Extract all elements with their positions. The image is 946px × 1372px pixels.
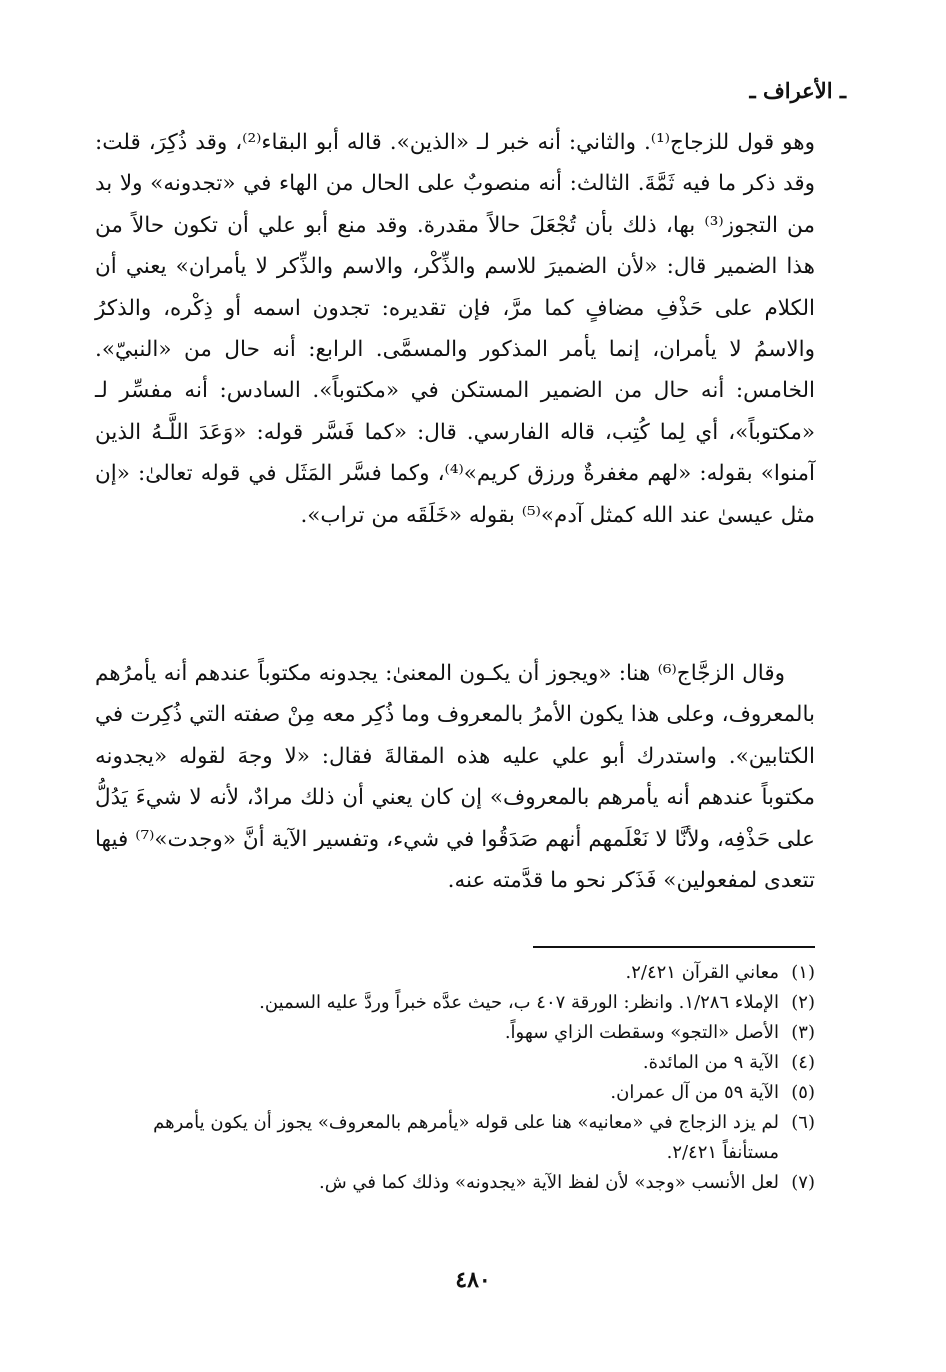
footnote-number: (٥) [791,1082,815,1103]
footnote-number: (٦) [791,1112,815,1133]
footnote-5 [95,1078,815,1108]
footnote-text: معاني القرآن ٢/٤٢١. [625,962,779,983]
running-header: ـ الأعراف ـ [749,78,846,103]
footnote-4 [95,1048,815,1078]
footnote-number: (١) [791,962,815,983]
footnote-3 [95,1018,815,1048]
main-text-block-2 [95,653,815,901]
footnote-number: (٣) [791,1022,815,1043]
footnote-text: لم يزد الزجاج في «معانيه» هنا على قوله «يأمرهم بالمعروف» يجوز أن يكون يأمرهم مستأنفاً ٢/٤٢١. [153,1112,779,1163]
footnote-separator [533,946,815,948]
footnote-text: لعل الأنسب «وجد» لأن لفظ الآية «يجدونه» وذلك كما في ش. [319,1172,779,1193]
paragraph-1: وهو قول للزجاج⁽¹⁾. والثاني: أنه خبر لـ «الذين». قاله أبو البقاء⁽²⁾، وقد ذُكِرَ، قلت: وقد ذكر ما فيه ثَمَّةَ. الثالث: أنه منصوبٌ على الحال من الهاء في «تجدونه» ولا بد من التجوز⁽³⁾ بها، ذلك بأن تُجْعَلَ حالاً مقدرة. وقد منع أبو علي أن تكون حالاً من هذا الضمير قال: «لأن الضميرَ للاسم والذِّكْر، والاسم والذِّكر لا يأمران» يعني أن الكلام على حَذْفِ مضافٍ كما مرَّ، فإن تقديره: تجدون اسمه أو ذِكْره، والذكرُ والاسمُ لا يأمران، إنما يأمر المذكور والمسمَّى. الرابع: أنه حال من «النبيّ». الخامس: أنه حال من الضمير المستكن في «مكتوباً». السادس: أنه مفسِّر لـ «مكتوباً»، أي لِما كُتِب، قاله الفارسي. قال: «كما فَسَّر قوله: «وَعَدَ اللَّـهُ الذين آمنوا» بقوله: «لهم مغفرةٌ ورزق كريم»⁽⁴⁾، وكما فسَّر المَثَل في قوله تعالىٰ: «إن مثل عيسىٰ عند الله كمثل آدم»⁽⁵⁾ بقوله «خَلَقَه من تراب». [95,130,815,528]
footnote-text: الآية ٥٩ من آل عمران. [610,1082,779,1103]
footnote-number: (٧) [791,1172,815,1193]
footnote-7 [95,1168,815,1198]
footnote-text: الأصل «التجو» وسقطت الزاي سهواً. [504,1022,779,1043]
footnote-1 [95,958,815,988]
main-text-block-1 [95,122,815,536]
footnote-number: (٤) [791,1052,815,1073]
footnotes [95,958,815,1198]
footnote-6 [95,1108,815,1168]
footnote-text: الآية ٩ من المائدة. [642,1052,779,1073]
page-number: ٤٨٠ [455,1267,491,1293]
footnote-number: (٢) [791,992,815,1013]
footnote-text: الإملاء ١/٢٨٦. وانظر: الورقة ٤٠٧ ب، حيث عدَّه خبراً وردَّ عليه السمين. [259,992,779,1013]
footnote-2 [95,988,815,1018]
paragraph-2: وقال الزجَّاج⁽⁶⁾ هنا: «ويجوز أن يكـون المعنىٰ: يجدونه مكتوباً عندهم أنه يأمرُهم بالمعروف، وعلى هذا يكون الأمرُ بالمعروف وما ذُكِر معه مِنْ صفته التي ذُكِرت في الكتابين». واستدرك أبو علي عليه هذه المقالةَ فقال: «لا وجهَ لقوله «يجدونه مكتوباً عندهم أنه يأمرهم بالمعروف» إن كان يعني أن ذلك مرادٌ، لأنه لا شيءَ يَدُلُّ على حَذْفِه، ولأنَّا لا نَعْلَمهم أنهم صَدَقُوا في شيء، وتفسير الآية أنَّ «وجدت»⁽⁷⁾ فيها تتعدى لمفعولين» فَذَكر نحو ما قدَّمته عنه. [95,661,815,894]
